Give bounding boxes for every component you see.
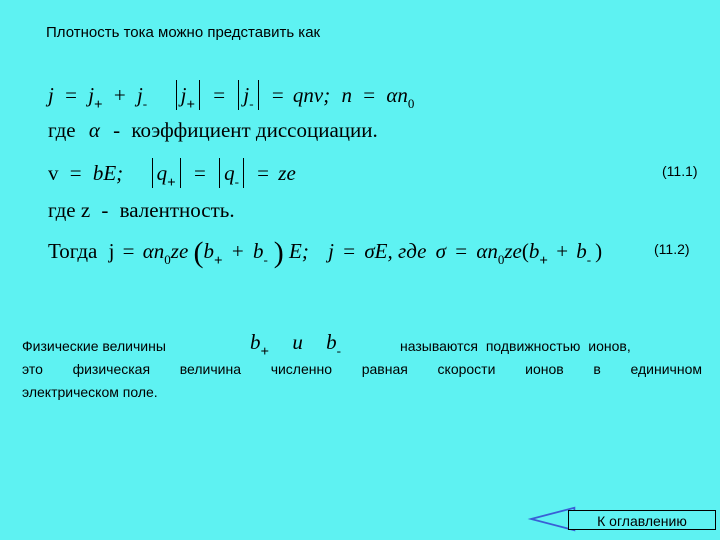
- eq-qnv: qnv;: [292, 83, 331, 107]
- equation-final: [48, 236, 602, 270]
- eq-minus-sub: -: [142, 96, 148, 111]
- symbol-and: и: [292, 330, 303, 354]
- final-b-plus: b: [203, 239, 215, 263]
- paragraph-line-2: [22, 361, 702, 377]
- equation-current-density: [48, 80, 414, 114]
- eq-sign-2: =: [213, 83, 226, 107]
- alpha-def-dash: -: [113, 118, 121, 142]
- final-paren-open: (: [193, 236, 204, 269]
- final-alpha: α: [142, 239, 154, 263]
- eq-abs-j-minus: j: [243, 83, 250, 107]
- eq-n0: n: [397, 83, 408, 107]
- eq-plus-sub: +: [94, 97, 103, 113]
- eq-j-plus: j: [88, 83, 95, 107]
- eq-q-minus-sub: -: [234, 174, 239, 189]
- eq-sign-4: =: [363, 83, 376, 107]
- final-n: n: [153, 239, 165, 263]
- z-definition: [48, 198, 235, 223]
- eq-v: v: [48, 161, 59, 185]
- z-def-text: валентность.: [119, 198, 235, 222]
- final-ze: ze: [170, 239, 189, 263]
- final-b-minus-sub: -: [263, 252, 268, 267]
- final-sign-3: =: [455, 239, 468, 263]
- final-sigma: σ: [435, 239, 446, 263]
- eq-ze: ze: [278, 161, 296, 185]
- alpha-def-symbol: α: [88, 118, 100, 142]
- label-11-1: (11.1): [662, 163, 698, 179]
- final-j-alt: j: [328, 239, 334, 263]
- label-11-2: (11.2): [654, 241, 690, 257]
- eq-j-minus: j: [136, 83, 143, 107]
- eq-v-sign-3: =: [257, 161, 270, 185]
- eq-n: n: [341, 83, 352, 107]
- table-of-contents-button[interactable]: К оглавлению: [568, 510, 716, 530]
- final-ze-2: ze: [504, 239, 522, 263]
- final-paren2-close: ): [595, 239, 603, 263]
- paragraph-line-1-tail: [400, 338, 631, 354]
- eq-v-sign-2: =: [193, 161, 206, 185]
- final-b-minus2-sub: -: [586, 252, 592, 267]
- eq-sign-3: =: [271, 83, 284, 107]
- eq-alpha: α: [386, 83, 398, 107]
- paragraph-line3-text: электрическом поле.: [22, 384, 158, 400]
- eq-q-plus: q: [156, 161, 168, 185]
- intro-text: Плотность тока можно представить как: [46, 24, 321, 41]
- paragraph-tail: называются подвижностью ионов,: [400, 338, 631, 354]
- z-def-prefix: где z: [48, 198, 91, 222]
- alpha-def-text: коэффициент диссоциации.: [131, 118, 378, 142]
- final-j: j: [108, 239, 115, 263]
- eq-v-sign: =: [69, 161, 82, 185]
- eq-q-minus: q: [224, 161, 235, 185]
- eq-n0-sub: 0: [407, 96, 415, 111]
- eq-abs-j-plus: j: [180, 83, 187, 107]
- final-togda: Тогда: [48, 239, 98, 263]
- final-plus-op-2: +: [556, 239, 569, 263]
- final-n2-sub: 0: [497, 252, 505, 267]
- symbol-b-plus-sub: +: [260, 344, 270, 360]
- final-E: E;: [289, 239, 309, 263]
- final-plus-op: +: [231, 239, 244, 263]
- final-sigmaE: σE, где: [364, 239, 427, 263]
- final-n-sub: 0: [164, 252, 171, 267]
- paragraph-line-3: [22, 384, 158, 400]
- alpha-def-prefix: где: [48, 118, 76, 142]
- alpha-definition: [48, 118, 378, 143]
- symbol-b-plus: b: [250, 330, 261, 354]
- final-n-2: n: [487, 239, 498, 263]
- eq-sign: =: [65, 83, 77, 107]
- symbol-b-minus: b: [326, 330, 337, 354]
- eq-abs-plus-sub: +: [186, 97, 196, 113]
- final-paren-close: ): [273, 236, 284, 269]
- eq-j: j: [48, 83, 54, 107]
- eq-q-plus-sub: +: [167, 175, 176, 191]
- symbol-b-minus-sub: -: [336, 343, 341, 358]
- final-alpha-2: α: [476, 239, 488, 263]
- paragraph-line2-text: это физическая величина численно равная скорости ионов в единичном: [22, 361, 702, 377]
- equation-velocity: [48, 158, 296, 192]
- final-b-plus-sub: +: [214, 253, 223, 269]
- final-b-plus-2: b: [528, 239, 540, 263]
- mobility-paragraph: [22, 330, 702, 410]
- final-sign-2: =: [343, 239, 356, 263]
- final-b-minus: b: [252, 239, 264, 263]
- paragraph-line-1: [22, 338, 166, 354]
- final-b-plus2-sub: +: [539, 253, 548, 269]
- final-sign: =: [122, 239, 135, 263]
- z-def-dash: -: [101, 198, 109, 222]
- eq-abs-minus-sub: -: [249, 96, 254, 111]
- eq-plus-op: +: [113, 83, 126, 107]
- paragraph-lead: Физические величины: [22, 338, 166, 354]
- eq-bE: bE;: [92, 161, 124, 185]
- paragraph-symbols: [250, 330, 341, 361]
- final-paren2-open: (: [521, 239, 529, 263]
- final-b-minus-2: b: [576, 239, 587, 263]
